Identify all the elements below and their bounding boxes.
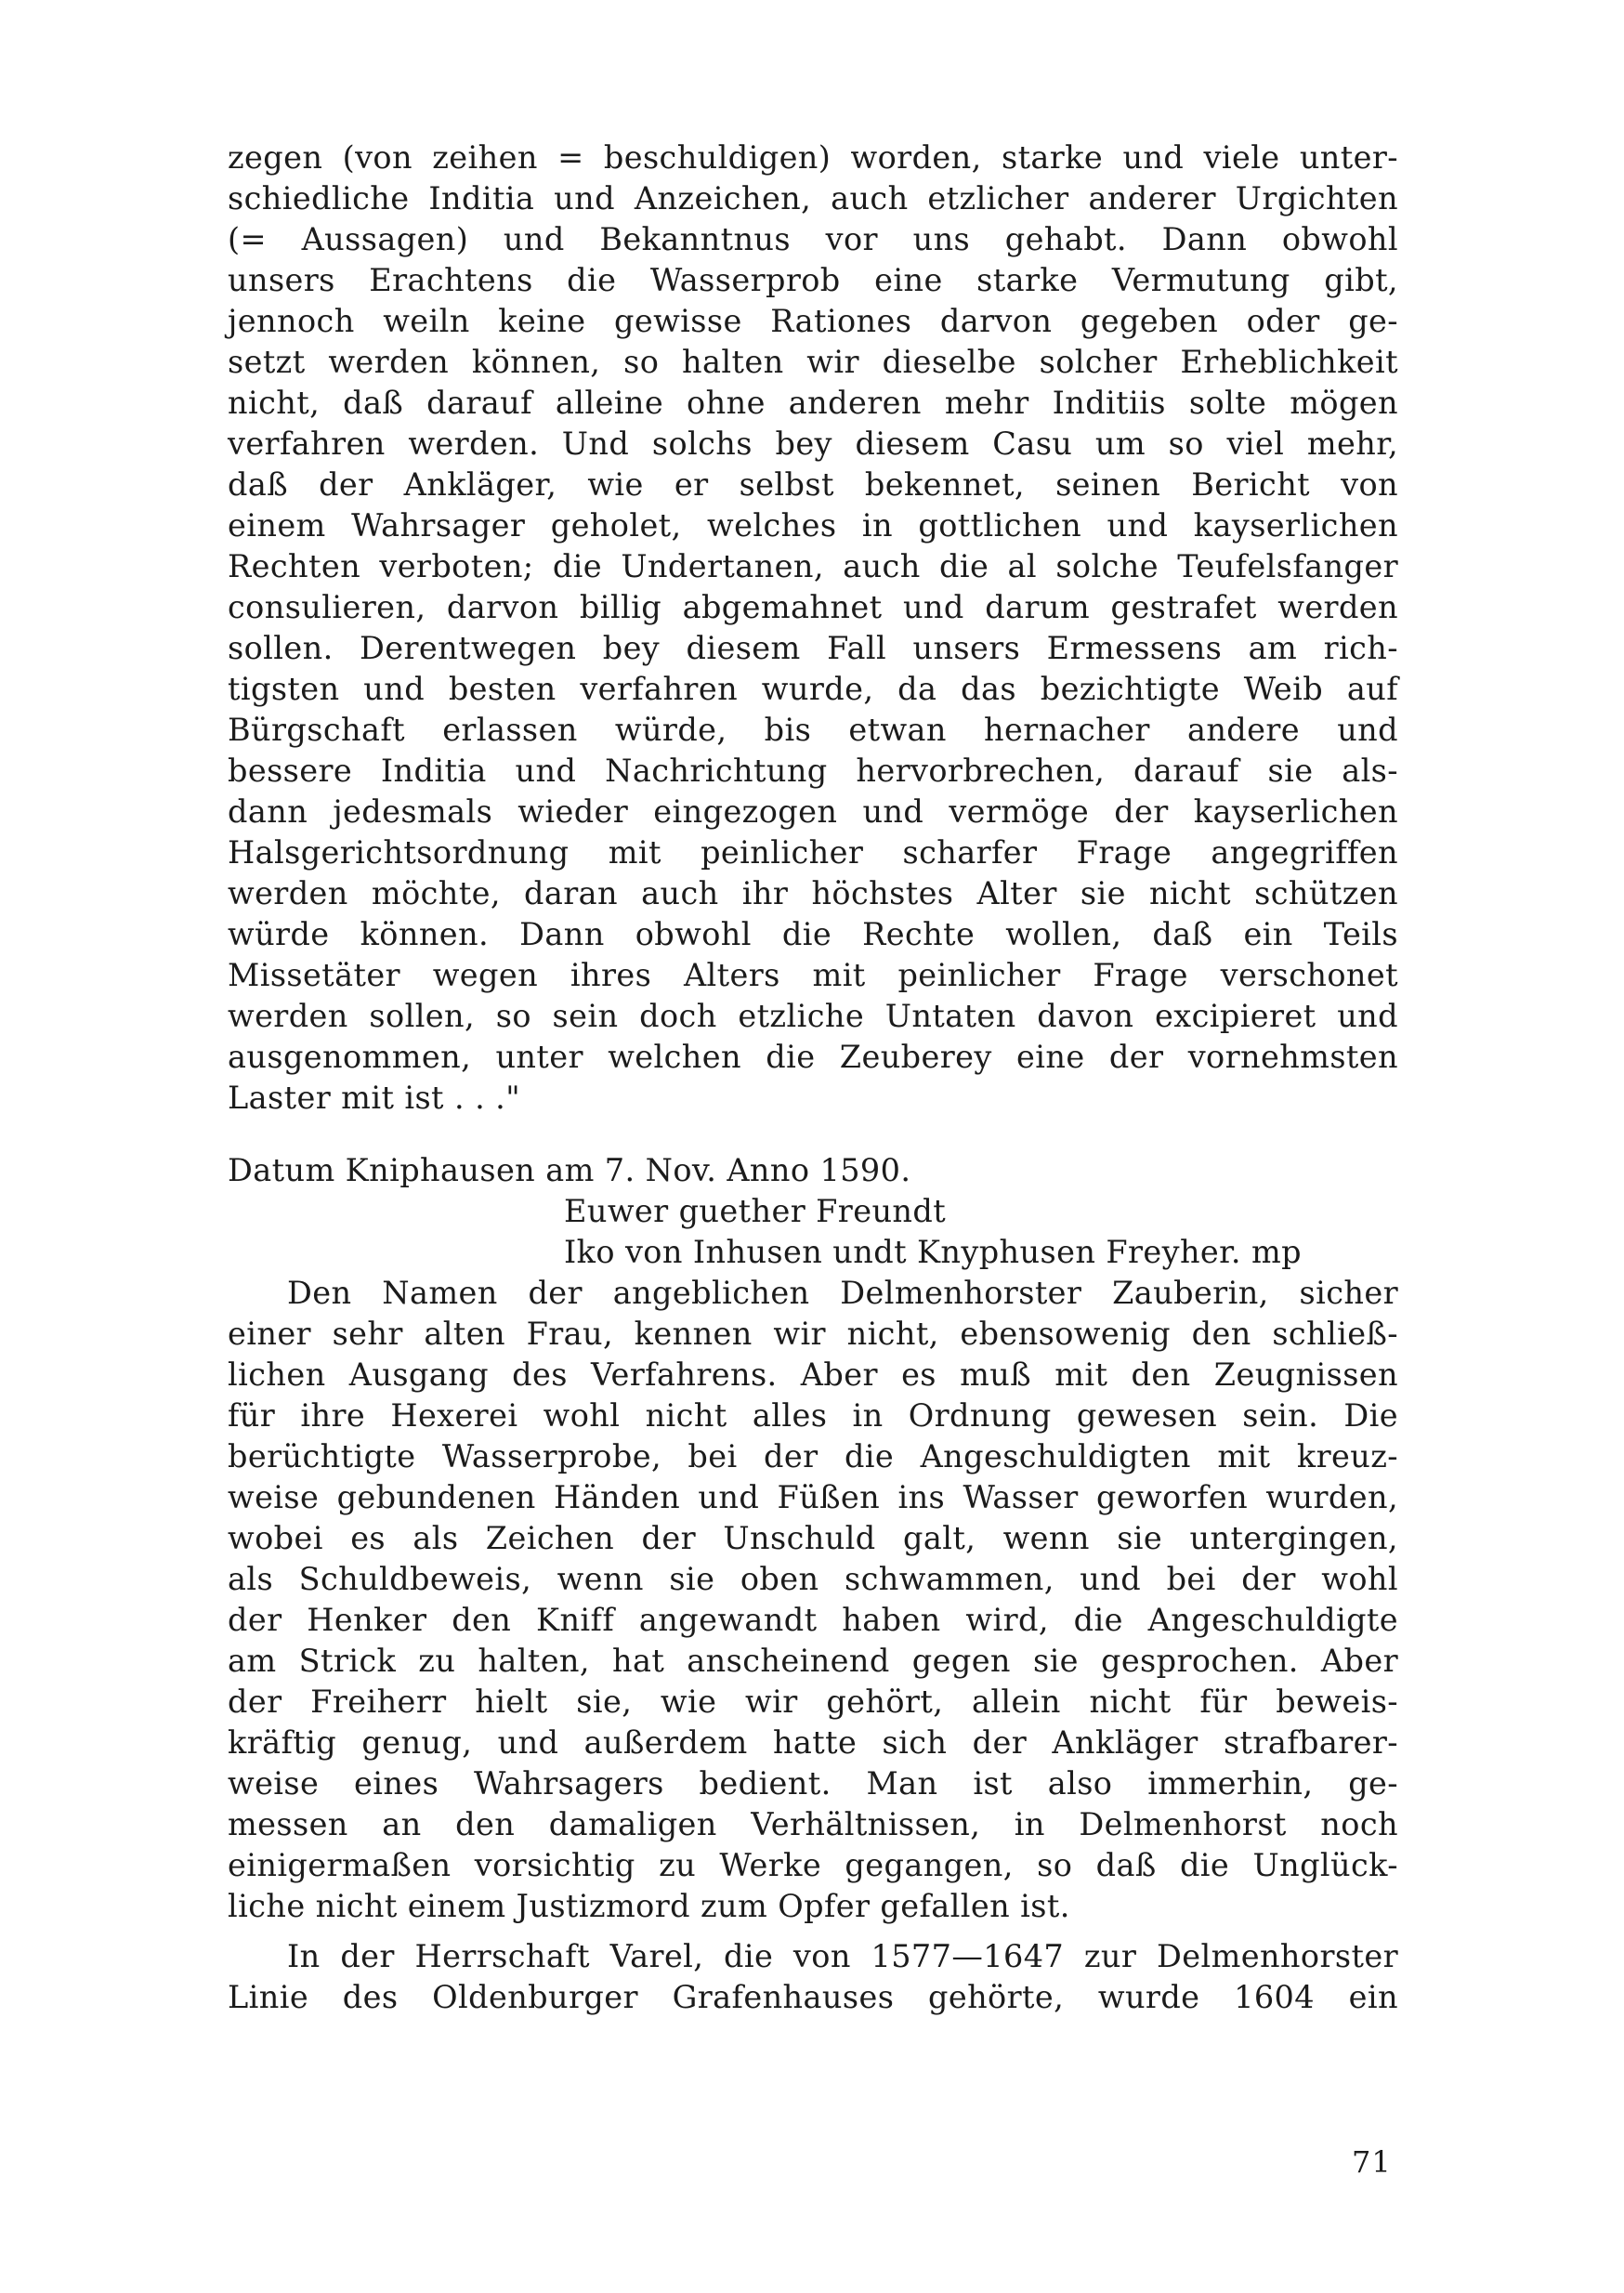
text-line: tigsten und besten verfahren wurde, da das bezichtigte Weib auf [228, 671, 1398, 707]
text-line: werden sollen, so sein doch etzliche Untaten davon excipieret und [228, 998, 1398, 1034]
text-line: In der Herrschaft Varel, die von 1577—1647 zur Delmenhorster [287, 1938, 1398, 1974]
text-line: bessere Inditia und Nachrichtung hervorbrechen, darauf sie als- [228, 753, 1398, 789]
quote-paragraph [228, 138, 1398, 1119]
commentary-paragraph [228, 1273, 1398, 1927]
text-line: der Freiherr hielt sie, wie wir gehört, allein nicht für beweis- [228, 1684, 1398, 1720]
text-line: berüchtigte Wasserprobe, bei der die Angeschuldigten mit kreuz- [228, 1438, 1398, 1474]
text-line: zegen (von zeihen = beschuldigen) worden, starke und viele unter- [228, 139, 1398, 176]
text-line: sollen. Derentwegen bey diesem Fall unsers Ermessens am rich- [228, 630, 1398, 666]
text-line: Missetäter wegen ihres Alters mit peinlicher Frage verschonet [228, 957, 1398, 993]
letter-signature [564, 1191, 1398, 1273]
text-line: ausgenommen, unter welchen die Zeuberey eine der vornehmsten [228, 1039, 1398, 1075]
text-line: dann jedesmals wieder eingezogen und vermöge der kayserlichen [228, 793, 1398, 830]
text-line: weise gebundenen Händen und Füßen ins Wasser geworfen wurden, [228, 1479, 1398, 1515]
text-line: verfahren werden. Und solchs bey diesem Casu um so viel mehr, [228, 426, 1398, 462]
text-line: messen an den damaligen Verhältnissen, in Delmenhorst noch [228, 1806, 1398, 1842]
text-line: wobei es als Zeichen der Unschuld galt, wenn sie untergingen, [228, 1520, 1398, 1556]
text-line: schiedliche Inditia und Anzeichen, auch etzlicher anderer Urgichten [228, 180, 1398, 216]
datum-line: Datum Kniphausen am 7. Nov. Anno 1590. [228, 1152, 911, 1188]
text-line: Laster mit ist . . ." [228, 1080, 521, 1116]
signature-closing: Euwer guether Freundt [564, 1193, 947, 1229]
text-line: einer sehr alten Frau, kennen wir nicht, ebensowenig den schließ- [228, 1316, 1398, 1352]
text-line: kräftig genug, und außerdem hatte sich der Ankläger strafbarer- [228, 1724, 1398, 1761]
text-line: einem Wahrsager geholet, welches in gottlichen und kayserlichen [228, 507, 1398, 544]
page-body [228, 138, 1398, 2018]
text-line: liche nicht einem Justizmord zum Opfer gefallen ist. [228, 1888, 1070, 1924]
text-line: Bürgschaft erlassen würde, bis etwan hernacher andere und [228, 712, 1398, 748]
text-line: setzt werden können, so halten wir dieselbe solcher Erheblichkeit [228, 344, 1398, 380]
varel-paragraph [228, 1936, 1398, 2018]
text-line: (= Aussagen) und Bekanntnus vor uns gehabt. Dann obwohl [228, 221, 1398, 257]
spacer [228, 1119, 1398, 1150]
text-line: Den Namen der angeblichen Delmenhorster Zauberin, sicher [287, 1275, 1398, 1311]
letter-date [228, 1150, 1398, 1191]
signature-name: Iko von Inhusen undt Knyphusen Freyher. mp [564, 1234, 1302, 1270]
text-line: Halsgerichtsordnung mit peinlicher scharfer Frage angegriffen [228, 834, 1398, 871]
spacer [228, 1927, 1398, 1936]
page-number: 71 [1352, 2144, 1392, 2180]
text-line: würde können. Dann obwohl die Rechte wollen, daß ein Teils [228, 916, 1398, 952]
text-line: consulieren, darvon billig abgemahnet und darum gestrafet werden [228, 589, 1398, 625]
text-line: für ihre Hexerei wohl nicht alles in Ordnung gewesen sein. Die [228, 1397, 1398, 1434]
text-line: daß der Ankläger, wie er selbst bekennet, seinen Bericht von [228, 466, 1398, 503]
text-line: der Henker den Kniff angewandt haben wird, die Angeschuldigte [228, 1602, 1398, 1638]
text-line: werden möchte, daran auch ihr höchstes Alter sie nicht schützen [228, 875, 1398, 911]
text-line: Linie des Oldenburger Grafenhauses gehörte, wurde 1604 ein [228, 1979, 1398, 2015]
text-line: lichen Ausgang des Verfahrens. Aber es muß mit den Zeugnissen [228, 1356, 1398, 1393]
text-line: einigermaßen vorsichtig zu Werke gegangen, so daß die Unglück- [228, 1847, 1398, 1883]
text-line: als Schuldbeweis, wenn sie oben schwammen, und bei der wohl [228, 1561, 1398, 1597]
text-line: am Strick zu halten, hat anscheinend gegen sie gesprochen. Aber [228, 1643, 1398, 1679]
text-line: nicht, daß darauf alleine ohne anderen mehr Inditiis solte mögen [228, 385, 1398, 421]
text-line: unsers Erachtens die Wasserprob eine starke Vermutung gibt, [228, 262, 1398, 298]
text-line: Rechten verboten; die Undertanen, auch die al solche Teufelsfanger [228, 548, 1398, 584]
text-line: weise eines Wahrsagers bedient. Man ist also immerhin, ge- [228, 1765, 1398, 1802]
text-line: jennoch weiln keine gewisse Rationes darvon gegeben oder ge- [228, 303, 1398, 339]
